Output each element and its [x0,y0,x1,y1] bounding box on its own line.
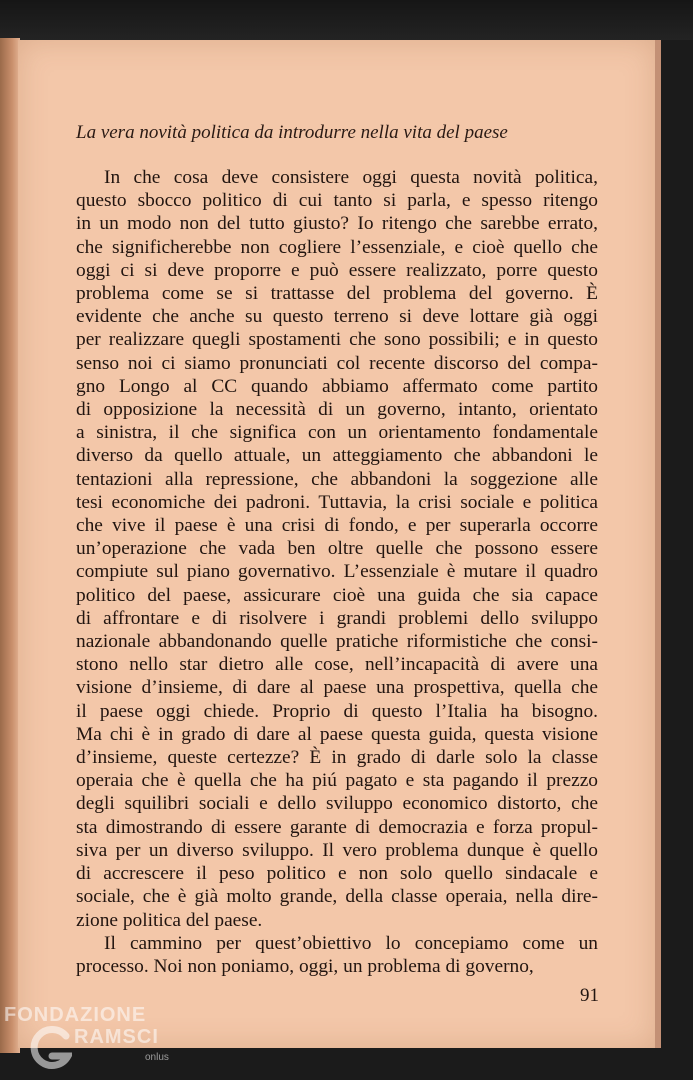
page-number: 91 [580,985,599,1006]
text-line: un’operazione che vada ben oltre quelle che possono essere [76,538,598,560]
text-line: senso noi ci siamo pronunciati col recente discorso del compa- [76,352,598,374]
text-line: di affrontare e di risolvere i grandi problemi dello sviluppo [76,607,598,629]
page-edge-left [0,38,20,1053]
text-line: evidente che anche su questo terreno si deve lottare già oggi [76,306,598,328]
scan-background-top [0,0,693,40]
text-line: di opposizione la necessità di un governo, intanto, orientato [76,399,598,421]
text-line: che significherebbe non cogliere l’essenziale, e cioè quello che [76,236,598,258]
text-line: operaia che è quella che ha piú pagato e sta pagando il prezzo [76,770,598,792]
text-line: di accrescere il peso politico e non solo quello sindacale e [76,863,598,885]
text-line: politico del paese, assicurare cioè una guida che sia capace [76,584,598,606]
watermark-line-2: RAMSCI [74,1026,159,1048]
text-line: In che cosa deve consistere oggi questa novità politica, [104,167,598,188]
text-line: sociale, che è già molto grande, della classe operaia, nella dire- [76,886,598,908]
text-line: gno Longo al CC quando abbiamo affermato come partito [76,375,598,397]
text-line: in un modo non del tutto giusto? Io ritengo che sarebbe errato, [76,213,598,235]
watermark-line-1: FONDAZIONE [4,1004,147,1026]
text-line: degli squilibri sociali e dello sviluppo economico distorto, che [76,793,598,815]
text-line: sta dimostrando di essere garante di democrazia e forza propul- [76,816,598,838]
text-line: tesi economiche dei padroni. Tuttavia, la crisi sociale e politica [76,491,598,513]
text-line: per realizzare quegli spostamenti che sono possibili; e in questo [76,329,598,351]
watermark-suffix: onlus [145,1052,169,1063]
chapter-title: La vera novità politica da introdurre nella vita del paese [76,122,508,143]
text-line: compiute sul piano governativo. L’essenziale è mutare il quadro [76,561,598,583]
text-line: problema come se si trattasse del problema del governo. È [76,283,598,305]
gramsci-g-logo-icon [28,1026,72,1074]
text-line: processo. Noi non poniamo, oggi, un problema di governo, [76,955,534,977]
text-line: Il cammino per quest’obiettivo lo concepiamo come un [104,932,598,954]
watermark [2,1002,202,1080]
text-line: siva per un diverso sviluppo. Il vero problema dunque è quello [76,839,598,861]
text-line: visione d’insieme, di dare al paese una prospettiva, quella che [76,677,598,699]
body-text [76,166,598,978]
text-line: il paese oggi chiede. Proprio di questo l’Italia ha bisogno. [76,700,598,722]
text-line: oggi ci si deve proporre e può essere realizzato, porre questo [76,259,598,281]
text-line: questo sbocco politico di cui tanto si parla, e spesso ritengo [76,190,598,212]
text-line: che vive il paese è una crisi di fondo, e per superarla occorre [76,515,598,537]
text-line: zione politica del paese. [76,909,263,931]
text-line: stono nello star dietro alle cose, nell’incapacità di avere una [76,654,598,676]
text-line: a sinistra, il che significa con un orientamento fondamentale [76,422,598,444]
text-line: tentazioni alla repressione, che abbandoni la soggezione alle [76,468,598,490]
text-line: nazionale abbandonando quelle pratiche riformistiche che consi- [76,631,598,653]
text-line: diverso da quello attuale, un atteggiamento che abbandoni le [76,445,598,467]
text-line: d’insieme, queste certezze? È in grado di darle solo la classe [76,747,598,769]
page-edge-right [655,40,661,1048]
text-line: Ma chi è in grado di dare al paese questa guida, questa visione [76,723,598,745]
